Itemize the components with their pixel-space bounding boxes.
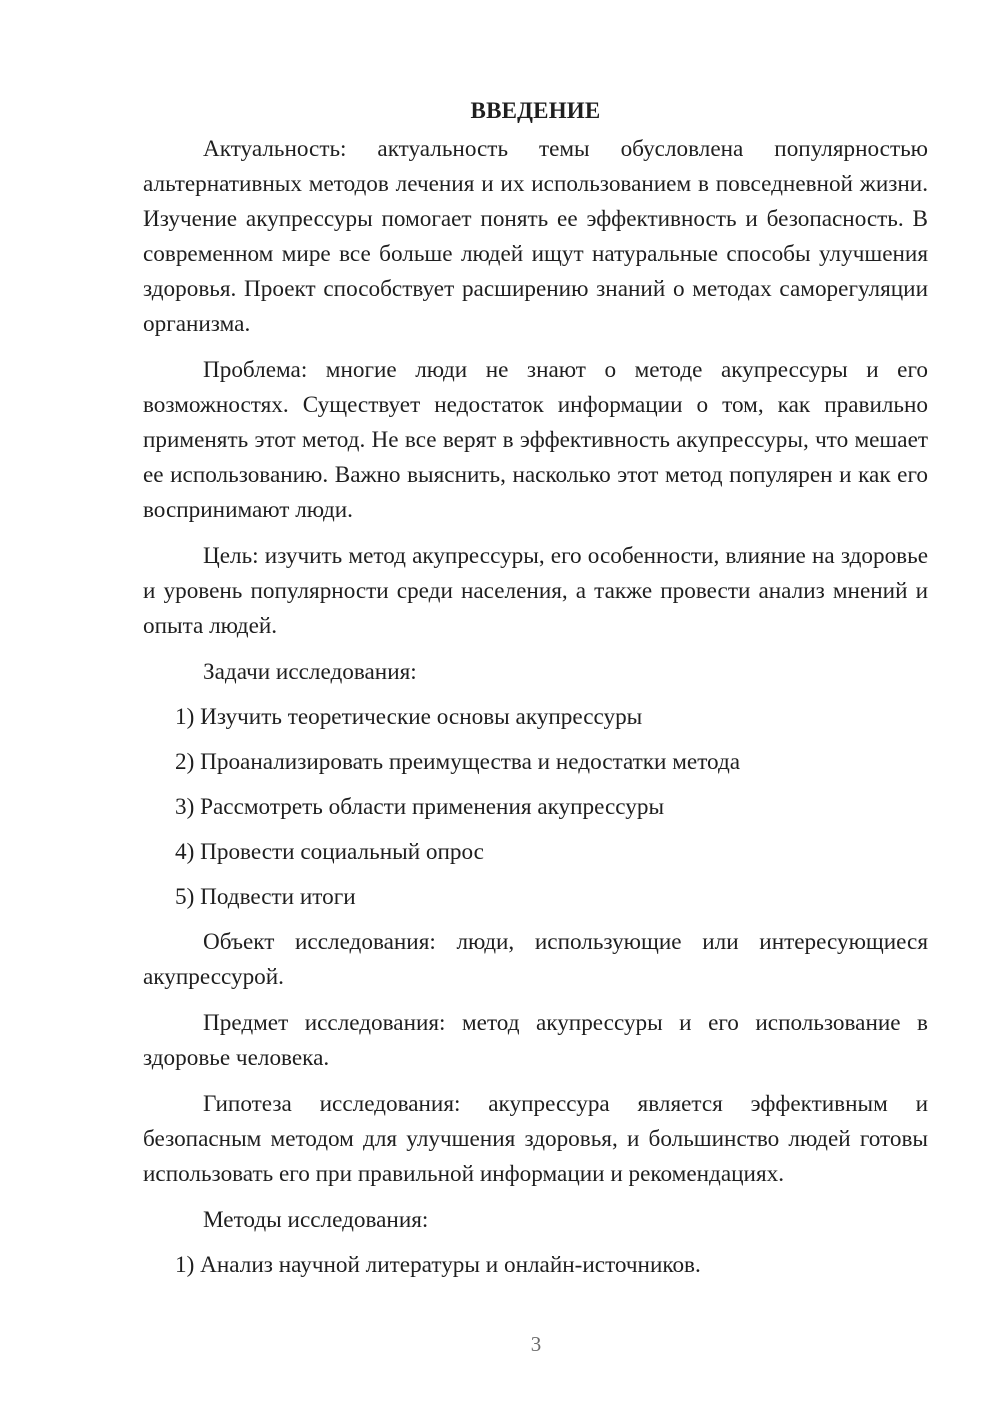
object-paragraph: Объект исследования: люди, использующие или интересующиеся акупрессурой. [143,929,928,990]
goal-paragraph: Цель: изучить метод акупрессуры, его особенности, влияние на здоровье и уровень популярности среди населения, а также провести анализ мнений и опыта людей. [143,543,928,639]
task-item-5: 5) Подвести итоги [175,884,356,910]
problem-paragraph: Проблема: многие люди не знают о методе акупрессуры и его возможностях. Существует недостаток информации о том, как правильно применять этот метод. Не все верят в эффективность акупрессуры, что мешает ее использованию. Важно выяснить, насколько этот метод популярен и как его воспринимают люди. [143,357,928,523]
document-body [143,93,928,1293]
page-number: 3 [530,1332,542,1356]
task-item-1: 1) Изучить теоретические основы акупрессуры [175,704,643,730]
tasks-label: Задачи исследования: [203,659,417,685]
task-item-3: 3) Рассмотреть области применения акупрессуры [175,794,665,820]
method-item-1: 1) Анализ научной литературы и онлайн-источников. [175,1252,701,1278]
relevance-paragraph: Актуальность: актуальность темы обусловлена популярностью альтернативных методов лечения и их использованием в повседневной жизни. Изучение акупрессуры помогает понять ее эффективность и безопасность. В современном мире все больше людей ищут натуральные способы улучшения здоровья. Проект способствует расширению знаний о методах саморегуляции организма. [143,136,928,337]
task-item-4: 4) Провести социальный опрос [175,839,484,865]
task-item-2: 2) Проанализировать преимущества и недостатки метода [175,749,741,775]
section-title: ВВЕДЕНИЕ [470,98,601,123]
hypothesis-paragraph: Гипотеза исследования: акупрессура является эффективным и безопасным методом для улучшения здоровья, и большинство людей готовы использовать его при правильной информации и рекомендациях. [143,1091,928,1187]
methods-label: Методы исследования: [203,1207,429,1233]
subject-paragraph: Предмет исследования: метод акупрессуры и его использование в здоровье человека. [143,1010,928,1071]
